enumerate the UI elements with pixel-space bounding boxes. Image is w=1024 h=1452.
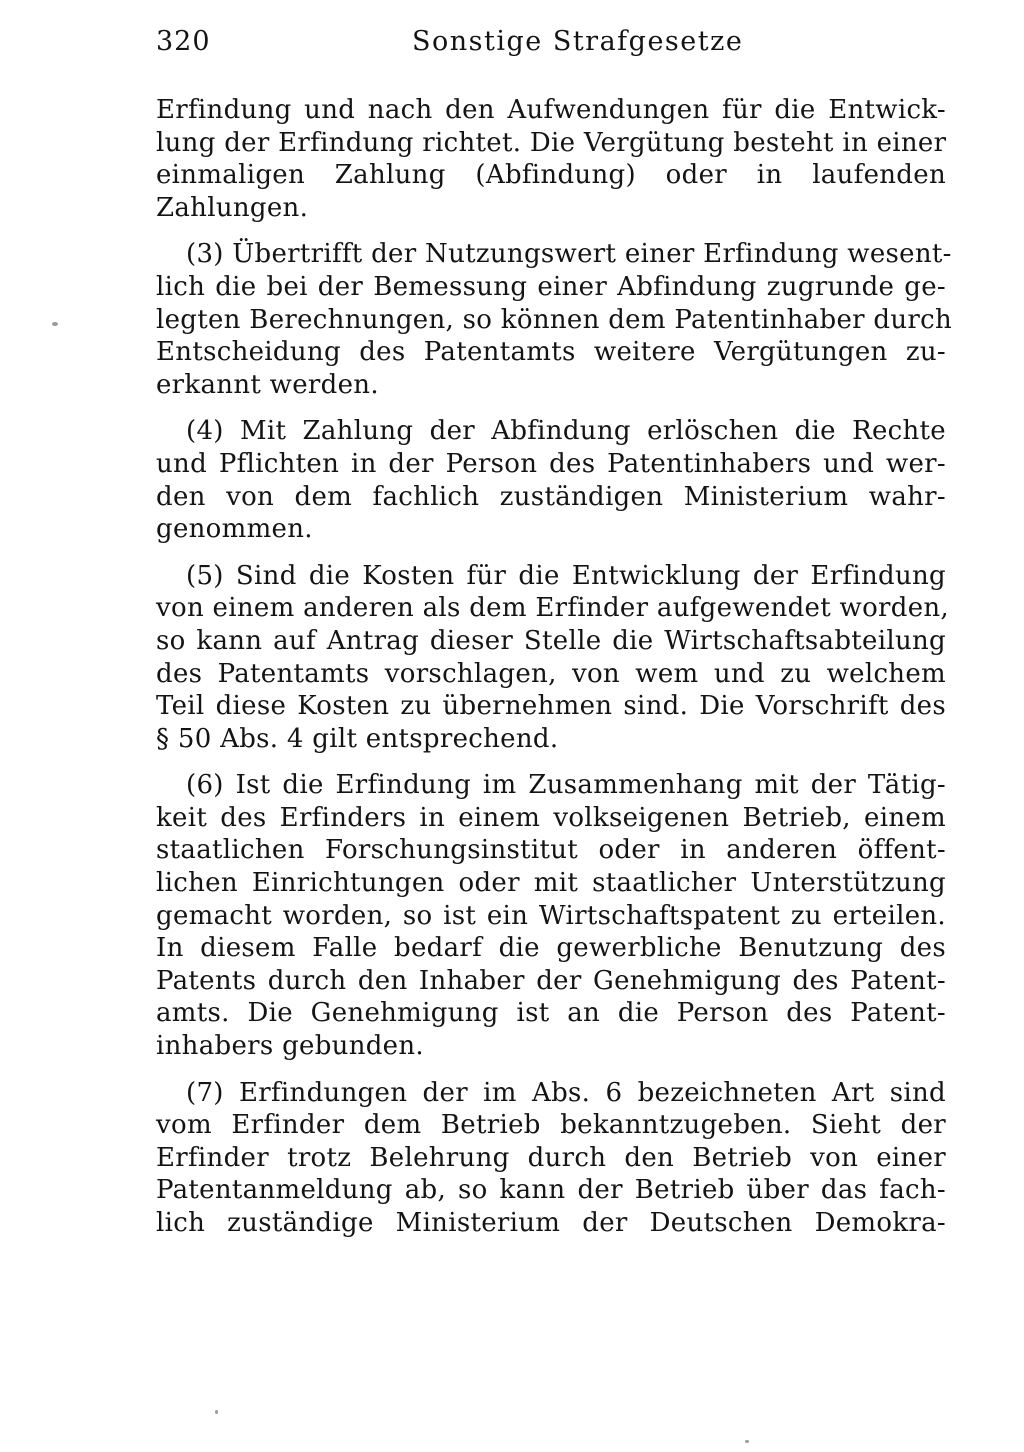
scan-speck	[745, 1440, 749, 1443]
text-line: so kann auf Antrag dieser Stelle die Wirtschaftsabteilung	[156, 625, 946, 656]
text-line: gemacht worden, so ist ein Wirtschaftspatent zu erteilen.	[156, 900, 946, 931]
paragraph-5	[156, 560, 950, 756]
text-line: legten Berechnungen, so können dem Patentinhaber durch	[156, 304, 953, 335]
text-line: Zahlungen.	[156, 192, 309, 223]
text-line: Teil diese Kosten zu übernehmen sind. Die Vorschrift des	[156, 691, 946, 722]
page-number: 320	[156, 26, 211, 57]
paragraph-continuation	[156, 94, 946, 224]
text-line: lichen Einrichtungen oder mit staatlicher Unterstützung	[156, 868, 946, 899]
text-line: lich die bei der Bemessung einer Abfindung zugrunde ge-	[156, 271, 946, 302]
text-line: erkannt werden.	[156, 369, 379, 400]
running-title: Sonstige Strafgesetze	[412, 26, 744, 57]
text-line: (3) Übertrifft der Nutzungswert einer Erfindung wesent-	[186, 239, 952, 270]
text-line: inhabers gebunden.	[156, 1031, 424, 1062]
text-line: Entscheidung des Patentamts weitere Vergütungen zu-	[156, 337, 946, 368]
text-line: einmaligen Zahlung (Abfindung) oder in laufenden	[156, 160, 946, 191]
text-line: vom Erfinder dem Betrieb bekanntzugeben. Sieht der	[156, 1110, 946, 1141]
text-line: von einem anderen als dem Erfinder aufgewendet worden,	[156, 593, 950, 624]
text-line: lung der Erfindung richtet. Die Vergütung besteht in einer	[156, 127, 947, 158]
text-line: (5) Sind die Kosten für die Entwicklung der Erfindung	[186, 560, 946, 591]
text-line: des Patentamts vorschlagen, von wem und zu welchem	[156, 658, 946, 689]
page-header	[156, 26, 946, 66]
text-line: keit des Erfinders in einem volkseigenen Betrieb, einem	[156, 802, 946, 833]
text-line: Erfinder trotz Belehrung durch den Betrieb von einer	[156, 1142, 946, 1173]
text-line: § 50 Abs. 4 gilt entsprechend.	[156, 723, 559, 754]
text-line: Erfindung und nach den Aufwendungen für die Entwick-	[156, 95, 946, 125]
text-line: staatlichen Forschungsinstitut oder in anderen öffent-	[156, 835, 946, 866]
text-line: und Pflichten in der Person des Patentinhabers und wer-	[156, 448, 946, 479]
text-line: Patents durch den Inhaber der Genehmigung des Patent-	[156, 965, 946, 996]
text-line: amts. Die Genehmigung ist an die Person des Patent-	[156, 998, 946, 1029]
paragraph-3	[156, 238, 953, 401]
text-line: den von dem fachlich zuständigen Ministerium wahr-	[156, 481, 946, 512]
text-line: genommen.	[156, 514, 313, 545]
paragraph-7	[156, 1077, 946, 1240]
paragraph-6	[156, 769, 946, 1062]
scan-speck	[52, 322, 58, 326]
scan-speck	[215, 1410, 218, 1414]
text-line: (4) Mit Zahlung der Abfindung erlöschen die Rechte	[186, 416, 946, 447]
paragraph-4	[156, 415, 946, 545]
text-line: In diesem Falle bedarf die gewerbliche Benutzung des	[156, 933, 946, 964]
text-line: lich zuständige Ministerium der Deutschen Demokra-	[156, 1208, 946, 1238]
text-line: (6) Ist die Erfindung im Zusammenhang mit der Tätig-	[186, 770, 946, 801]
text-line: Patentanmeldung ab, so kann der Betrieb über das fach-	[156, 1175, 946, 1206]
text-line: (7) Erfindungen der im Abs. 6 bezeichneten Art sind	[186, 1077, 946, 1108]
body-text	[156, 94, 953, 1254]
